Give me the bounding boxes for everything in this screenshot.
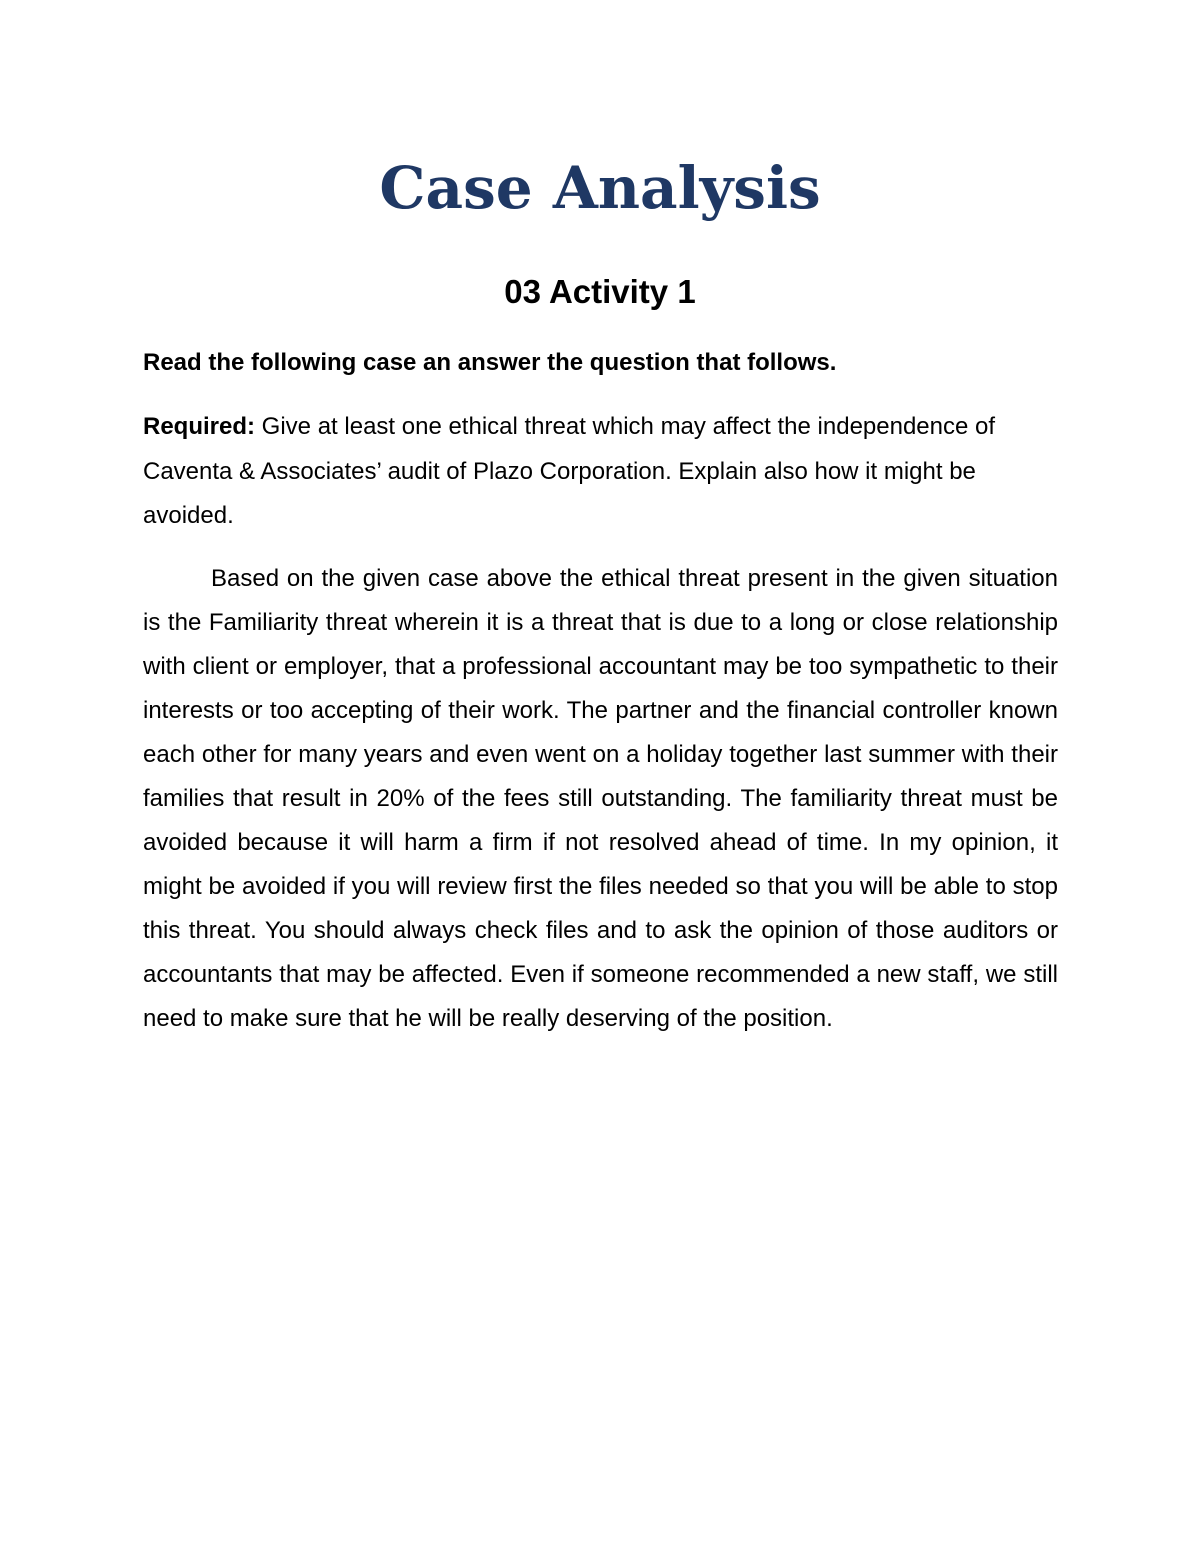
required-label: Required: <box>143 413 256 440</box>
instruction-text: Read the following case an answer the question that follows. <box>143 349 837 376</box>
required-text: Give at least one ethical threat which may affect the independence of Caventa & Associates’ audit of Plazo Corporation. Explain also how it might be avoided. <box>143 413 996 529</box>
document-title: Case Analysis <box>379 154 821 222</box>
answer-paragraph: Based on the given case above the ethical threat present in the given situation is the Familiarity threat wherein it is a threat that is due to a long or close relationship with client or employer, that a professional accountant may be too sympathetic to their interests or too accepting of their work. The partner and the financial controller known each other for many years and even went on a holiday together last summer with their families that result in 20% of the fees still outstanding. The familiarity threat must be avoided because it will harm a firm if not resolved ahead of time. In my opinion, it might be avoided if you will review first the files needed so that you will be able to stop this threat. You should always check files and to ask the opinion of those auditors or accountants that may be affected. Even if someone recommended a new staff, we still need to make sure that he will be really deserving of the position. <box>143 565 1058 1032</box>
activity-subtitle: 03 Activity 1 <box>504 273 696 310</box>
required-paragraph <box>143 405 1063 539</box>
